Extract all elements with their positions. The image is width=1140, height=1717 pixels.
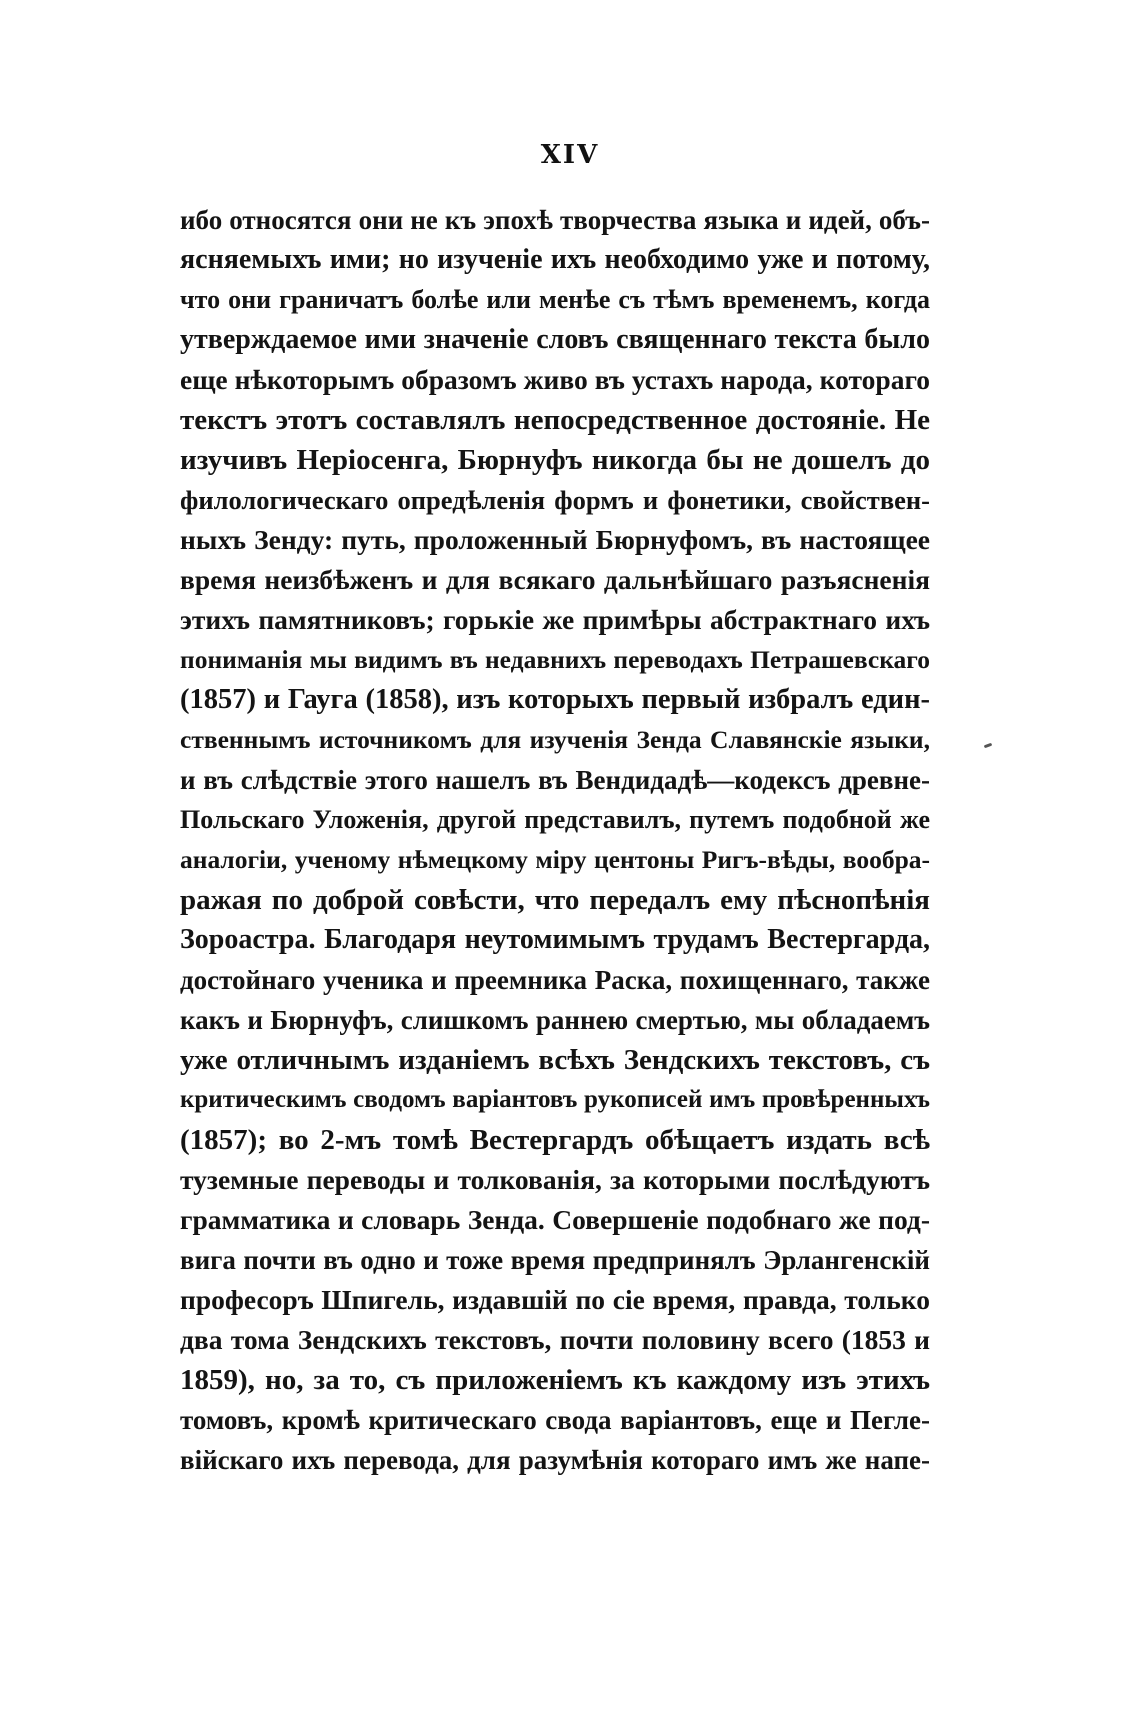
text-line: время неизбѣженъ и для всякаго дальнѣйшаго разъясненія [180, 564, 930, 595]
text-line: ясняемыхъ ими; но изученіе ихъ необходимо уже и потому, [180, 244, 930, 275]
text-line: филологическаго опредѣленія формъ и фонетики, свойствен- [180, 485, 930, 515]
text-line: пониманія мы видимъ въ недавнихъ переводахъ Петрашевскаго [180, 645, 930, 674]
text-line: аналогіи, ученому нѣмецкому міру центоны Ригъ-вѣды, вообра- [180, 845, 930, 874]
text-line: ибо относятся они не къ эпохѣ творчества языка и идей, объ- [180, 205, 930, 235]
text-line: туземные переводы и толкованія, за которыми послѣдуютъ [180, 1164, 930, 1195]
text-line: війскаго ихъ перевода, для разумѣнія котораго имъ же напе- [180, 1445, 930, 1475]
text-line: Польскаго Уложенія, другой представилъ, путемъ подобной же [180, 805, 930, 834]
text-line: два тома Зендскихъ текстовъ, почти половину всего (1853 и [180, 1324, 930, 1355]
text-line: вига почти въ одно и тоже время предпринялъ Эрлангенскій [180, 1245, 930, 1275]
text-line: утверждаемое ими значеніе словъ священнаго текста было [180, 324, 930, 355]
text-line: что они граничатъ болѣе или менѣе съ тѣмъ временемъ, когда [180, 285, 930, 314]
text-line: уже отличнымъ изданіемъ всѣхъ Зендскихъ текстовъ, съ [180, 1044, 930, 1076]
text-line: достойнаго ученика и преемника Раска, похищеннаго, также [180, 965, 930, 995]
text-line: (1857); во 2-мъ томѣ Вестергардъ обѣщаетъ издать всѣ [180, 1124, 930, 1156]
text-line: еще нѣкоторымъ образомъ живо въ устахъ народа, котораго [180, 364, 930, 395]
text-line: (1857) и Гауга (1858), изъ которыхъ первый избралъ един- [180, 684, 930, 715]
text-line: изучивъ Неріосенга, Бюрнуфъ никогда бы не дошелъ до [180, 444, 930, 476]
ink-speck [984, 743, 993, 749]
text-line: ражая по доброй совѣсти, что передалъ ему пѣснопѣнія [180, 884, 930, 916]
text-line: критическимъ сводомъ варіантовъ рукописей имъ провѣренныхъ [180, 1086, 930, 1113]
text-line: грамматика и словарь Зенда. Совершеніе подобнаго же под- [180, 1204, 930, 1235]
text-line: томовъ, кромѣ критическаго свода варіантовъ, еще и Пегле- [180, 1405, 930, 1435]
text-line: этихъ памятниковъ; горькіе же примѣры абстрактнаго ихъ [180, 604, 930, 635]
text-line: какъ и Бюрнуфъ, слишкомъ раннею смертью, мы обладаемъ [180, 1005, 930, 1035]
body-text [180, 200, 930, 1480]
text-line: професоръ Шпигель, издавшій по сіе время, правда, только [180, 1284, 930, 1315]
text-line: текстъ этотъ составлялъ непосредственное достояніе. Не [180, 404, 930, 436]
text-line: и въ слѣдствіе этого нашелъ въ Вендидадѣ—кодексъ древне- [180, 765, 930, 795]
text-line: ныхъ Зенду: путь, проложенный Бюрнуфомъ, въ настоящее [180, 524, 930, 555]
page-number: XIV [540, 140, 600, 170]
text-line: 1859), но, за то, съ приложеніемъ къ каждому изъ этихъ [180, 1364, 930, 1396]
text-line: ственнымъ источникомъ для изученія Зенда Славянскіе языки, [180, 725, 930, 754]
text-line: Зороастра. Благодаря неутомимымъ трудамъ Вестергарда, [180, 924, 930, 955]
